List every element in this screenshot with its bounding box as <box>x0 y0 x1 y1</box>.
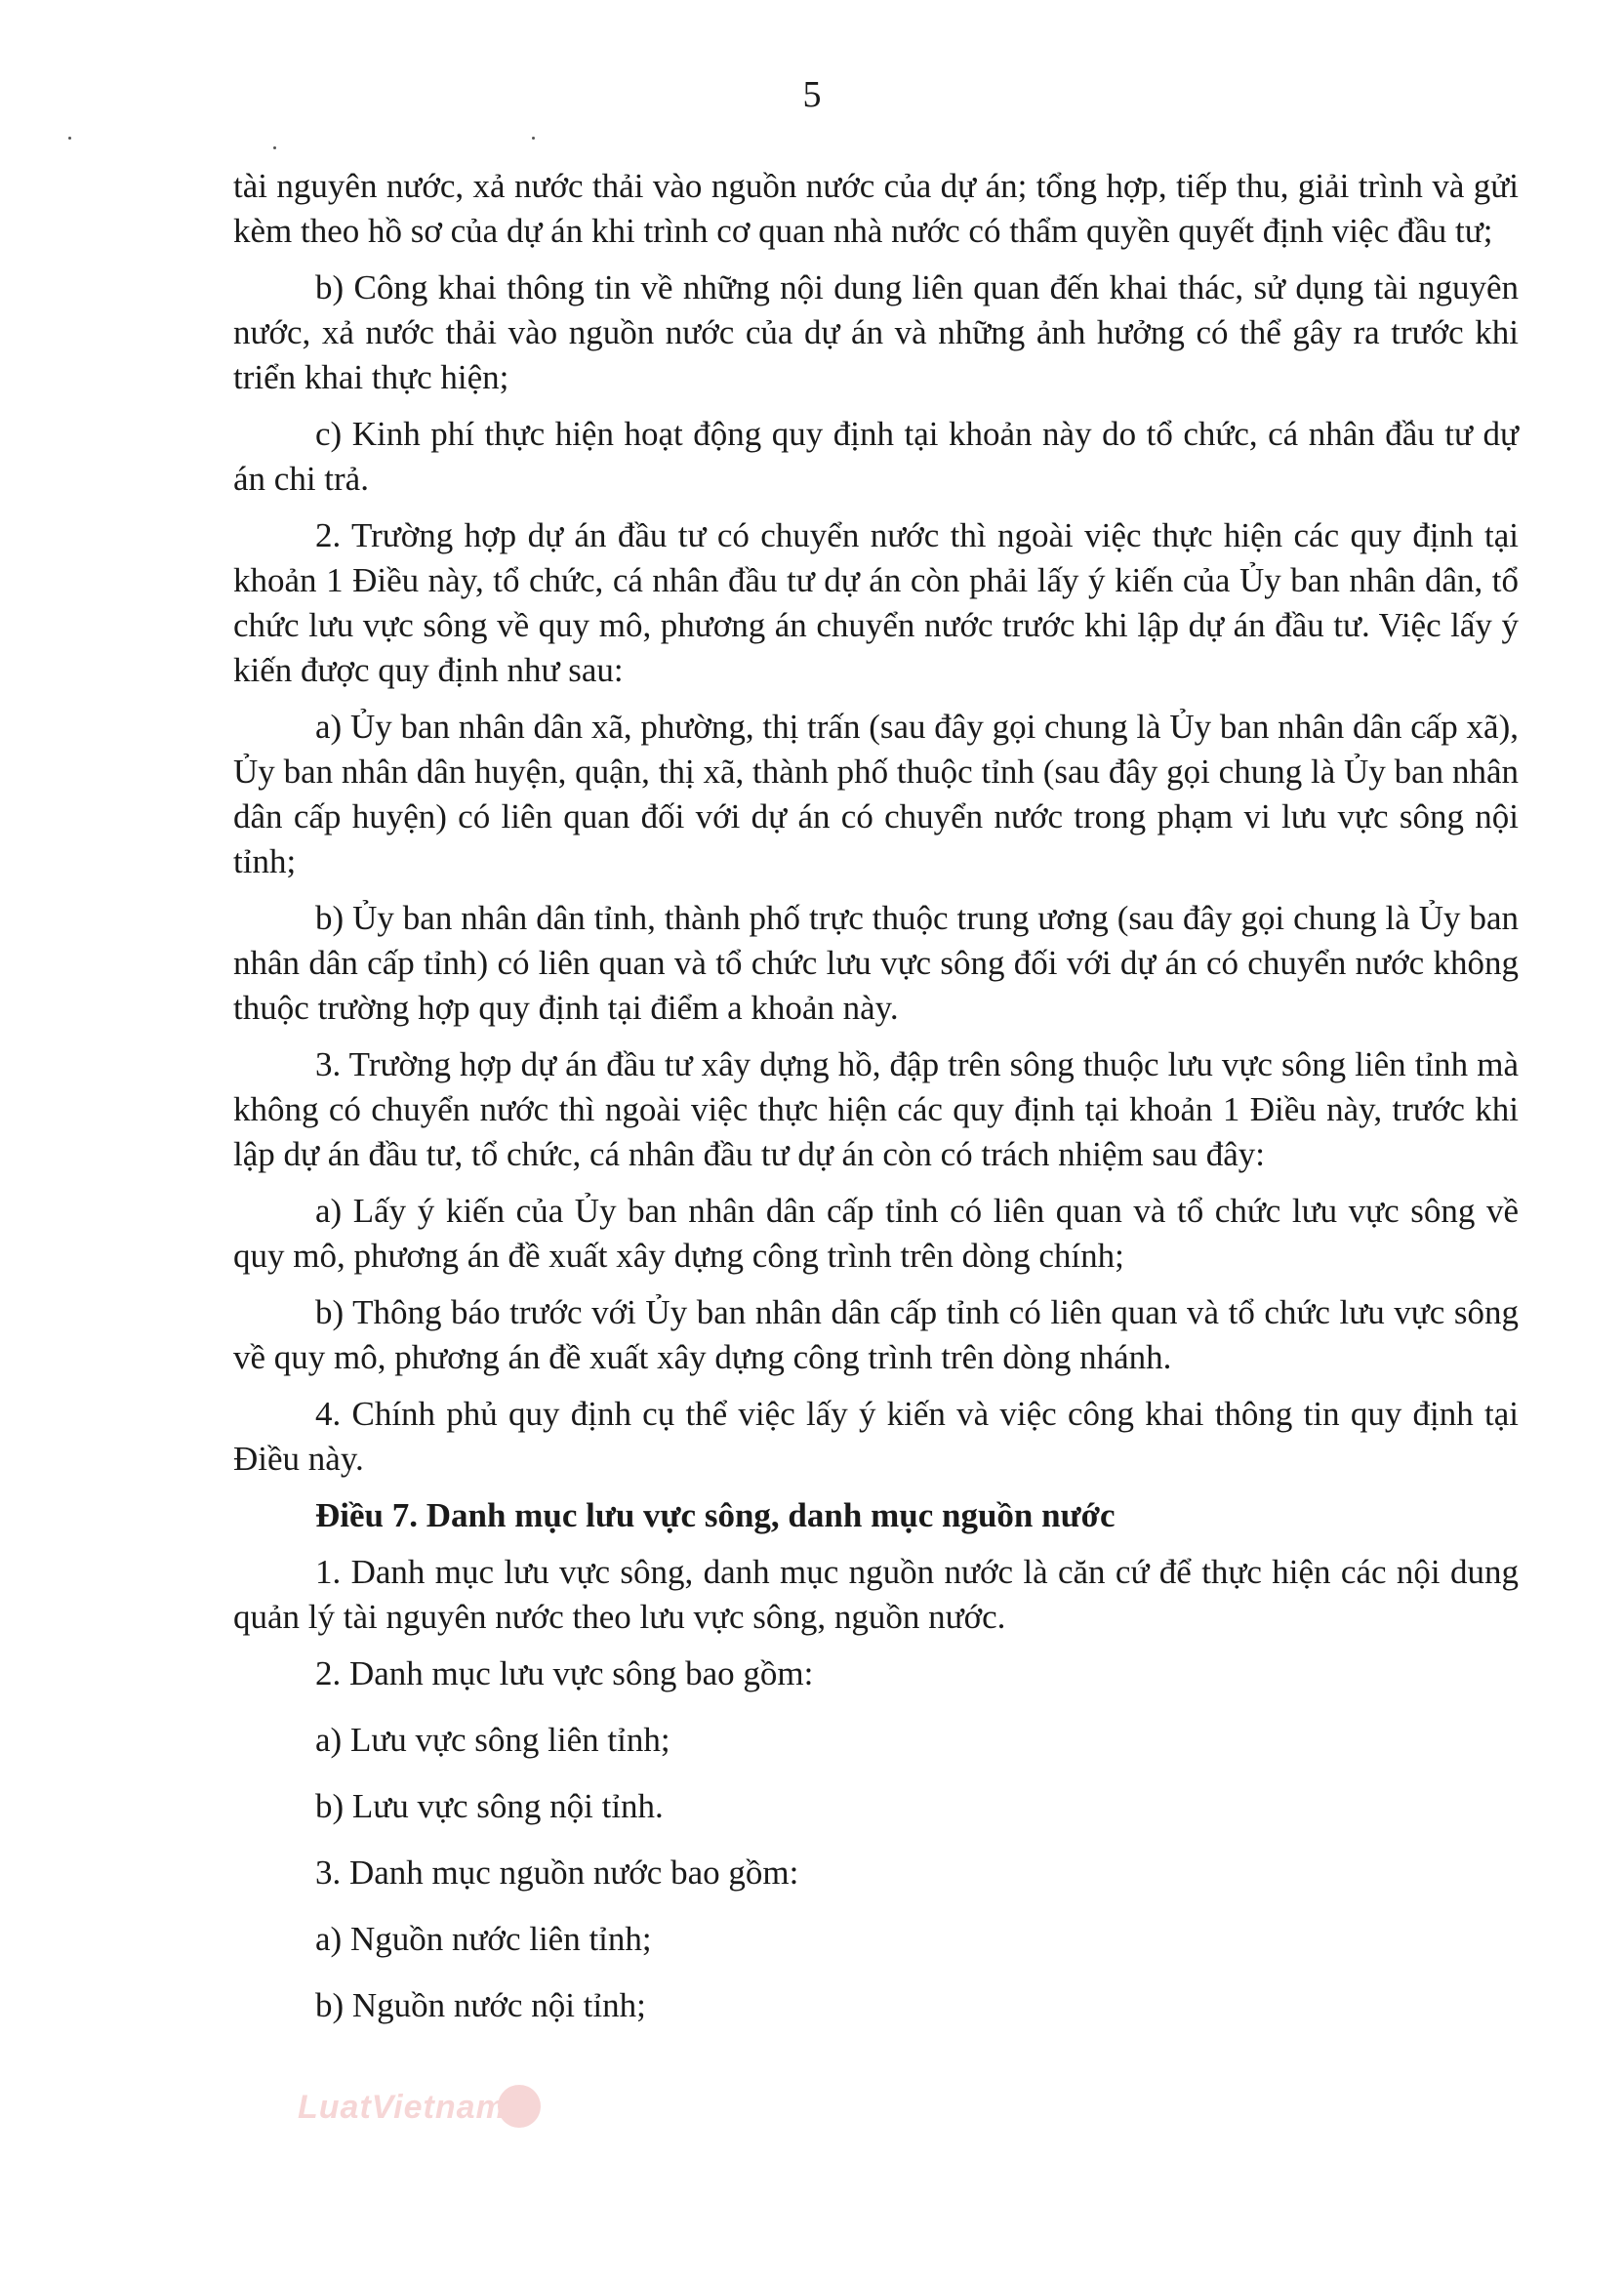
paragraph: 1. Danh mục lưu vực sông, danh mục nguồn nước là căn cứ để thực hiện các nội dung quản lý tài nguyên nước theo lưu vực sông, nguồn nước. <box>233 1553 1519 1636</box>
list-item: b) Nguồn nước nội tỉnh; <box>315 1986 646 2024</box>
watermark-text: LuatVietnam <box>298 2089 507 2126</box>
list-item: a) Nguồn nước liên tỉnh; <box>315 1920 652 1958</box>
paragraph: c) Kinh phí thực hiện hoạt động quy định tại khoản này do tổ chức, cá nhân đầu tư dự án chi trả. <box>233 415 1519 498</box>
scan-speck <box>273 146 276 149</box>
article-heading: Điều 7. Danh mục lưu vực sông, danh mục nguồn nước <box>315 1496 1116 1534</box>
paragraph: a) Lấy ý kiến của Ủy ban nhân dân cấp tỉnh có liên quan và tổ chức lưu vực sông về quy mô, phương án đề xuất xây dựng công trình trên dòng chính; <box>233 1192 1519 1275</box>
paragraph: 4. Chính phủ quy định cụ thể việc lấy ý kiến và việc công khai thông tin quy định tại Điều này. <box>233 1395 1519 1478</box>
paragraph: a) Ủy ban nhân dân xã, phường, thị trấn (sau đây gọi chung là Ủy ban nhân dân cấp xã), Ủy ban nhân dân huyện, quận, thị xã, thành phố thuộc tỉnh (sau đây gọi chung là Ủy ban nhân dân cấp huyện) có liên quan đối với dự án có chuyển nước trong phạm vi lưu vực sông nội tỉnh; <box>233 708 1519 880</box>
paragraph: b) Ủy ban nhân dân tỉnh, thành phố trực thuộc trung ương (sau đây gọi chung là Ủy ban nhân dân cấp tỉnh) có liên quan và tổ chức lưu vực sông đối với dự án có chuyển nước không thuộc trường hợp quy định tại điểm a khoản này. <box>233 899 1519 1027</box>
document-body <box>233 164 1519 2050</box>
list-item: 2. Danh mục lưu vực sông bao gồm: <box>315 1654 814 1692</box>
list-item: 3. Danh mục nguồn nước bao gồm: <box>315 1853 799 1892</box>
paragraph: b) Công khai thông tin về những nội dung liên quan đến khai thác, sử dụng tài nguyên nước, xả nước thải vào nguồn nước của dự án và những ảnh hưởng có thể gây ra trước khi triển khai thực hiện; <box>233 268 1519 396</box>
list-item: a) Lưu vực sông liên tỉnh; <box>315 1721 670 1759</box>
list-item: b) Lưu vực sông nội tỉnh. <box>315 1787 664 1825</box>
paragraph: tài nguyên nước, xả nước thải vào nguồn nước của dự án; tổng hợp, tiếp thu, giải trình và gửi kèm theo hồ sơ của dự án khi trình cơ quan nhà nước có thẩm quyền quyết định việc đầu tư; <box>233 167 1519 250</box>
watermark-logo <box>298 2089 542 2147</box>
scan-speck <box>68 137 71 140</box>
paragraph: 2. Trường hợp dự án đầu tư có chuyển nước thì ngoài việc thực hiện các quy định tại khoản 1 Điều này, tổ chức, cá nhân đầu tư dự án còn phải lấy ý kiến của Ủy ban nhân dân, tổ chức lưu vực sông về quy mô, phương án chuyển nước trước khi lập dự án đầu tư. Việc lấy ý kiến được quy định như sau: <box>233 516 1519 689</box>
page-number: 5 <box>802 74 822 115</box>
luatvietnam-logo-icon <box>498 2085 541 2128</box>
paragraph: 3. Trường hợp dự án đầu tư xây dựng hồ, đập trên sông thuộc lưu vực sông liên tỉnh mà không có chuyển nước thì ngoài việc thực hiện các quy định tại khoản 1 Điều này, trước khi lập dự án đầu tư, tổ chức, cá nhân đầu tư dự án còn có trách nhiệm sau đây: <box>233 1045 1519 1173</box>
paragraph: b) Thông báo trước với Ủy ban nhân dân cấp tỉnh có liên quan và tổ chức lưu vực sông về quy mô, phương án đề xuất xây dựng công trình trên dòng nhánh. <box>233 1293 1519 1376</box>
scan-speck <box>532 137 535 140</box>
